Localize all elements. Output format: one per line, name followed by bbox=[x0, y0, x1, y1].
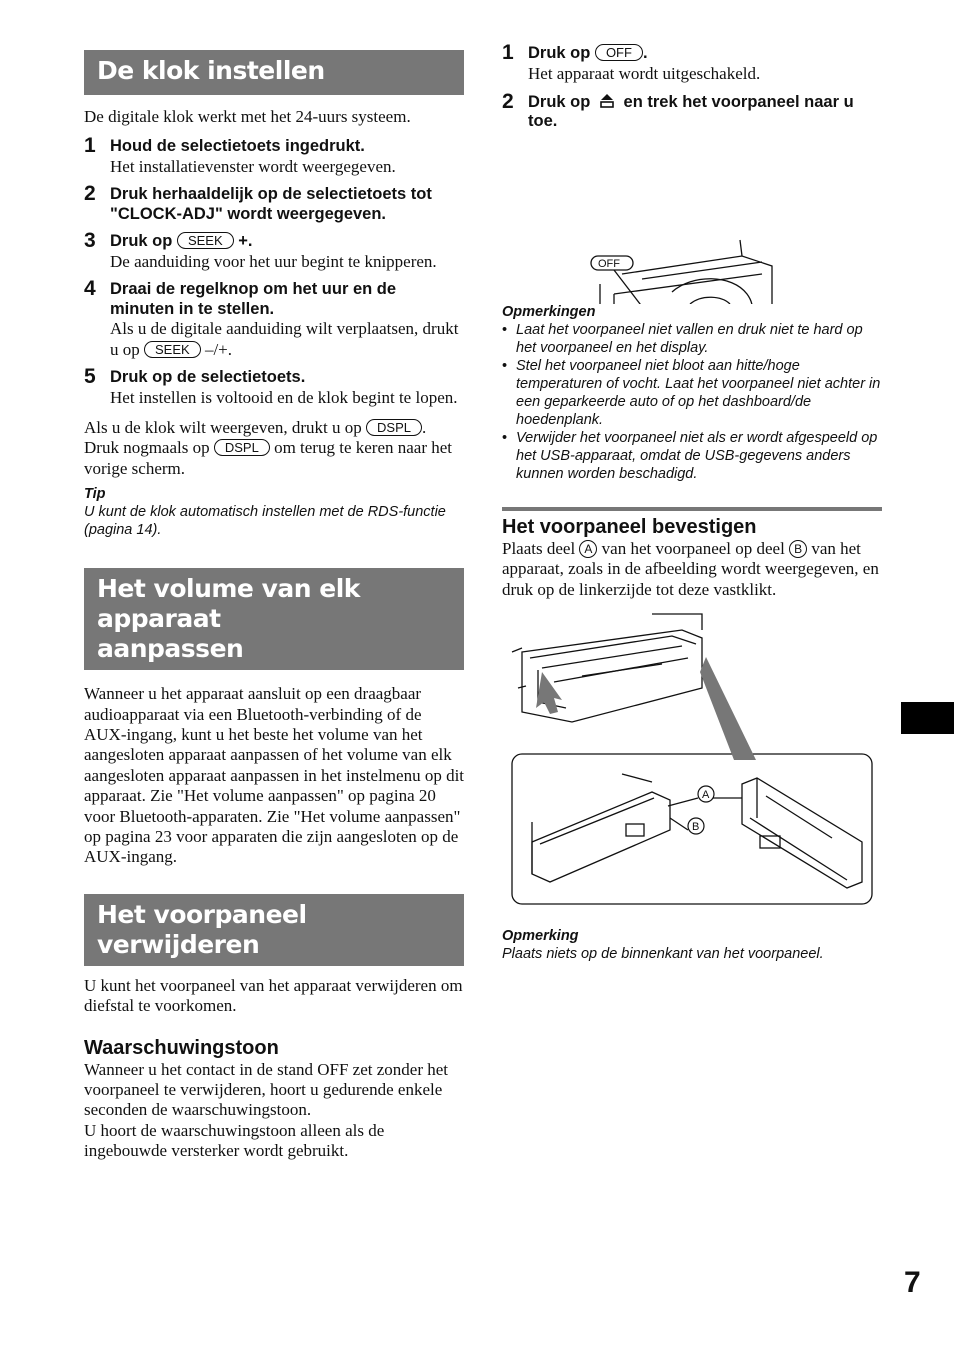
remove-step-2 bbox=[502, 89, 882, 132]
step-instruction-text: Druk op bbox=[528, 44, 591, 62]
remove-step-1 bbox=[502, 41, 882, 84]
clock-intro: De digitale klok werkt met het 24-uurs systeem. bbox=[84, 107, 411, 126]
note-text: Plaats niets op de binnenkant van het voorpaneel. bbox=[502, 946, 824, 963]
attach-note bbox=[502, 928, 882, 963]
step-instruction bbox=[528, 44, 882, 64]
step-number: 5 bbox=[84, 365, 96, 389]
seek-key: SEEK bbox=[144, 341, 201, 358]
remove-text: U kunt het voorpaneel van het apparaat verwijderen om diefstal te voorkomen. bbox=[84, 975, 463, 1016]
part-b-label: B bbox=[789, 540, 807, 558]
part-b-marker bbox=[688, 818, 704, 834]
attach-text bbox=[502, 539, 882, 600]
off-key: OFF bbox=[595, 44, 643, 61]
remove-heading-text: Het voorpaneel verwijderen bbox=[97, 899, 307, 959]
clock-heading bbox=[84, 50, 464, 95]
step-number: 2 bbox=[84, 182, 96, 206]
step-number: 3 bbox=[84, 229, 96, 253]
right-column bbox=[502, 41, 882, 963]
section-divider bbox=[502, 507, 882, 511]
note-item: • Verwijder het voorpaneel niet als er wordt afgespeeld op het USB-apparaat, omdat de USB-gegevens anders kunnen worden beschadigd. bbox=[502, 429, 882, 483]
clock-tip bbox=[84, 486, 464, 539]
step-instruction: Druk herhaaldelijk op de selectietoets tot "CLOCK-ADJ" wordt weergegeven. bbox=[110, 185, 432, 223]
volume-heading-line2: aanpassen bbox=[97, 634, 244, 664]
step-instruction-text: Druk op bbox=[110, 232, 173, 251]
clock-step-5 bbox=[84, 365, 464, 408]
page-number: 7 bbox=[904, 1266, 921, 1299]
notes-title: Opmerkingen bbox=[502, 303, 596, 320]
clock-step-1 bbox=[84, 134, 464, 177]
remove-notes bbox=[502, 304, 882, 483]
volume-heading-line1: Het volume van elk apparaat bbox=[97, 574, 360, 634]
step-description: Het installatievenster wordt weergegeven. bbox=[110, 156, 396, 176]
warning-text-2: U hoort de waarschuwingstoon alleen als de ingebouwde versterker wordt gebruikt. bbox=[84, 1120, 385, 1161]
step-number: 4 bbox=[84, 277, 96, 301]
step-instruction bbox=[110, 232, 464, 252]
display-text-post: om terug te keren naar het vorige scherm. bbox=[84, 438, 453, 478]
step-instruction-text: Druk op bbox=[528, 92, 591, 111]
step-number: 1 bbox=[502, 41, 514, 64]
notes-list bbox=[502, 321, 882, 483]
warning-title: Waarschuwingstoon bbox=[84, 1036, 279, 1059]
step-instruction-suffix: +. bbox=[238, 232, 253, 251]
dspl-key: DSPL bbox=[214, 439, 270, 456]
tip-title: Tip bbox=[84, 486, 106, 503]
step-instruction: Houd de selectietoets ingedrukt. bbox=[110, 137, 365, 156]
step-instruction: Draai de regelknop om het uur en de minuten in te stellen. bbox=[110, 280, 397, 318]
note-item: • Laat het voorpaneel niet vallen en druk niet te hard op het voorpaneel en het display. bbox=[502, 321, 882, 357]
step-instruction-suffix: en trek het voorpaneel naar u toe. bbox=[528, 92, 854, 131]
step-instruction: Druk op de selectietoets. bbox=[110, 368, 306, 387]
attach-text-post: van het apparaat, zoals in de afbeelding wordt weergegeven, en druk op de linkerzijde tot deze vastklikt. bbox=[502, 538, 879, 599]
volume-heading bbox=[84, 568, 464, 670]
left-column bbox=[84, 50, 464, 1162]
step-number: 1 bbox=[84, 134, 96, 158]
attach-text-mid: van het voorpaneel op deel bbox=[601, 538, 785, 558]
clock-step-2 bbox=[84, 182, 464, 224]
remove-panel-illustration bbox=[502, 144, 882, 304]
off-label: OFF bbox=[598, 257, 620, 270]
part-a-label: A bbox=[579, 540, 597, 558]
note-item: • Stel het voorpaneel niet bloot aan hitte/hoge temperaturen of vocht. Laat het voorpaneel niet achter in een geparkeerde auto of op het dashboard/de hoedenplank. bbox=[502, 357, 882, 429]
step-description-text: Als u de digitale aanduiding wilt verplaatsen, drukt u op bbox=[110, 319, 459, 359]
attach-heading: Het voorpaneel bevestigen bbox=[502, 515, 757, 538]
step-description: Het apparaat wordt uitgeschakeld. bbox=[528, 63, 761, 83]
attach-text-pre: Plaats deel bbox=[502, 538, 576, 558]
attach-panel-illustration bbox=[502, 612, 882, 912]
step-description: De aanduiding voor het uur begint te knipperen. bbox=[110, 251, 437, 271]
display-text-pre: Als u de klok wilt weergeven, drukt u op bbox=[84, 417, 362, 437]
seek-key: SEEK bbox=[177, 232, 234, 249]
step-instruction-suffix: . bbox=[642, 44, 648, 62]
remove-heading bbox=[84, 894, 464, 966]
part-a-text: A bbox=[702, 789, 710, 802]
step-number: 2 bbox=[502, 89, 514, 113]
section-tab bbox=[901, 702, 954, 734]
display-text-mid: . Druk nogmaals op bbox=[84, 417, 427, 458]
part-b-text: B bbox=[692, 821, 700, 834]
step-description-suffix: –/+. bbox=[204, 339, 232, 359]
part-a-marker bbox=[698, 786, 714, 802]
clock-step-3 bbox=[84, 229, 464, 272]
step-description: Het instellen is voltooid en de klok begint te lopen. bbox=[110, 387, 458, 407]
clock-step-4 bbox=[84, 277, 464, 360]
clock-display-text bbox=[84, 418, 464, 479]
dspl-key: DSPL bbox=[366, 419, 422, 436]
step-instruction bbox=[528, 93, 882, 132]
volume-text: Wanneer u het apparaat aansluit op een draagbaar audioapparaat via een Bluetooth-verbinding of de AUX-ingang, kunt u het beste het volume van het aangesloten apparaat aanpassen of het volume van elk aangesloten apparaat aanpassen in het instelmenu op dit apparaat. Zie "Het volume aanpassen" op pagina 20 voor Bluetooth-apparaten. Zie "Het volume aanpassen" op pagina 23 voor apparaten die zijn aangesloten op de AUX-ingang. bbox=[84, 684, 465, 867]
note-title: Opmerking bbox=[502, 928, 579, 945]
tip-text: U kunt de klok automatisch instellen met de RDS-functie (pagina 14). bbox=[84, 504, 446, 539]
release-button-icon bbox=[599, 93, 615, 109]
warning-text: Wanneer u het contact in de stand OFF zet zonder het voorpaneel te verwijderen, hoort u gedurende enkele seconden de waarschuwingstoon. bbox=[84, 1059, 449, 1120]
step-description bbox=[110, 319, 464, 360]
clock-heading-text: De klok instellen bbox=[97, 56, 325, 85]
